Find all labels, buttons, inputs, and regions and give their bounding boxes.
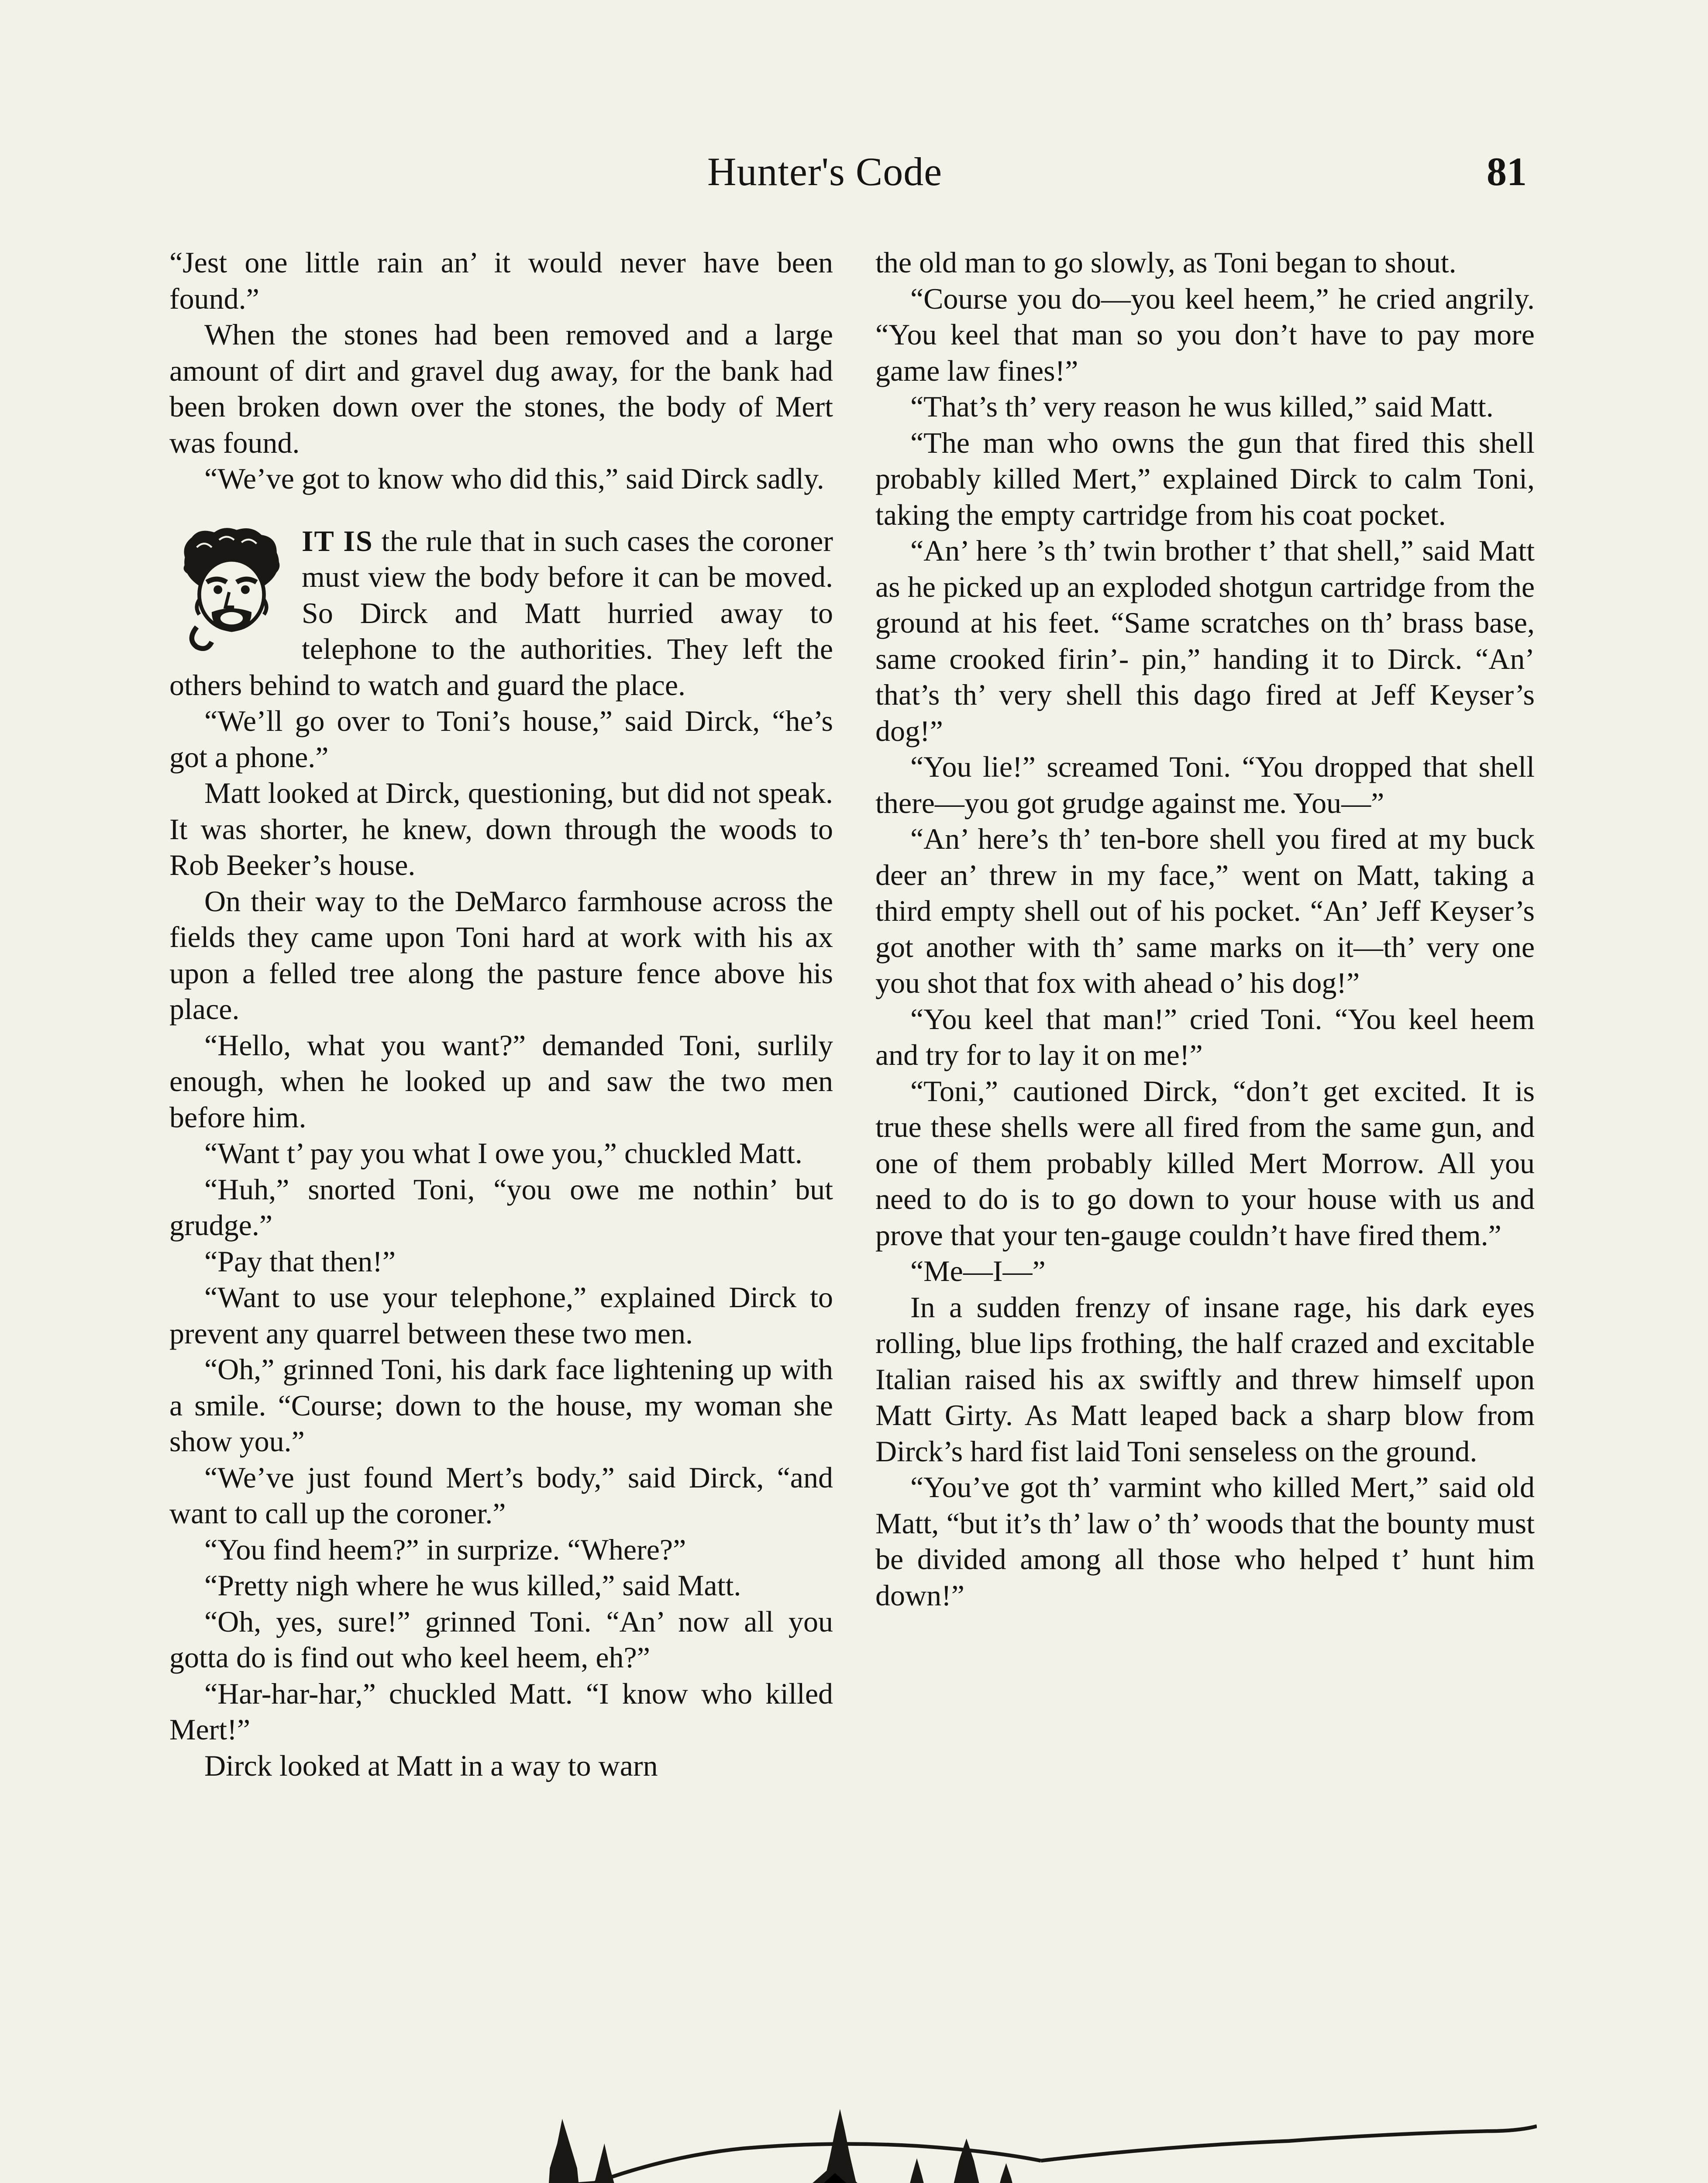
section-break xyxy=(169,497,833,523)
paragraph: “Huh,” snorted Toni, “you owe me nothin’ but grudge.” xyxy=(169,1172,833,1242)
paragraph: Dirck looked at Matt in a way to warn xyxy=(204,1749,658,1782)
lead-in-caps: IT IS xyxy=(302,524,373,558)
paragraph: “Oh,” grinned Toni, his dark face lightening up with a smile. “Course; down to the house, my woman she show you.” xyxy=(169,1353,833,1458)
running-header xyxy=(0,148,1708,210)
paragraph: “We’ll go over to Toni’s house,” said Dirck, “he’s got a phone.” xyxy=(169,704,833,774)
paragraph: In a sudden frenzy of insane rage, his dark eyes rolling, blue lips frothing, the half crazed and excitable Italian raised his ax swiftly and threw himself upon Matt Girty. As Matt leaped back a sharp blow from Dirck’s hard fist laid Toni senseless on the ground. xyxy=(875,1290,1535,1468)
paragraph: “Har-har-har,” chuckled Matt. “I know who killed Mert!” xyxy=(169,1677,833,1746)
paragraph: Matt looked at Dirck, questioning, but did not speak. It was shorter, he knew, down through the woods to Rob Beeker’s house. xyxy=(169,776,833,881)
left-column xyxy=(169,244,833,1784)
paragraph: “Want t’ pay you what I owe you,” chuckled Matt. xyxy=(204,1136,802,1170)
paragraph: When the stones had been removed and a large amount of dirt and gravel dug away, for the bank had been broken down over the stones, the body of Mert was found. xyxy=(169,318,833,459)
paragraph: “You’ve got th’ varmint who killed Mert,” said old Matt, “but it’s th’ law o’ th’ woods that the bounty must be divided among all those who helped t’ hunt him down!” xyxy=(875,1470,1535,1612)
paragraph: “Course you do—you keel heem,” he cried angrily. “You keel that man so you don’t have to pay more game law fines!” xyxy=(875,282,1535,387)
paragraph: “Oh, yes, sure!” grinned Toni. “An’ now all you gotta do is find out who keel heem, eh?” xyxy=(169,1605,833,1674)
page-number: 81 xyxy=(1487,149,1527,194)
paragraph: “An’ here ’s th’ twin brother t’ that shell,” said Matt as he picked up an exploded shotgun cartridge from the ground at his feet. “Same scratches on th’ brass base, same crooked firin’- pin,” handing it to Dirck. “An’ that’s th’ very shell this dago fired at Jeff Keyser’s dog!” xyxy=(875,534,1535,747)
paragraph: “The man who owns the gun that fired this shell probably killed Mert,” explained Dirck to calm Toni, taking the empty cartridge from his coat pocket. xyxy=(875,426,1535,531)
paragraph: On their way to the DeMarco farmhouse across the fields they came upon Toni hard at work with his ax upon a felled tree along the pasture fence above his place. xyxy=(169,884,833,1026)
paragraph: “Me—I—” xyxy=(910,1254,1046,1288)
paragraph: “You keel that man!” cried Toni. “You keel heem and try for to lay it on me!” xyxy=(875,1002,1535,1071)
paragraph: “You find heem?” in surprize. “Where?” xyxy=(204,1532,686,1566)
pine-forest-landscape-illustration xyxy=(297,2069,1537,2183)
paragraph: “We’ve got to know who did this,” said Dirck sadly. xyxy=(204,462,824,495)
paragraph: “That’s th’ very reason he wus killed,” said Matt. xyxy=(910,390,1494,423)
man-portrait-icon xyxy=(169,525,294,656)
paragraph: “An’ here’s th’ ten-bore shell you fired at my buck deer an’ threw in my face,” went on Matt, taking a third empty shell out of his pocket. “An’ Jeff Keyser’s got another with th’ same marks on it—th’ very one you shot that fox with ahead o’ his dog!” xyxy=(875,822,1535,999)
paragraph: “Pretty nigh where he wus killed,” said Matt. xyxy=(204,1569,741,1602)
paragraph: the old man to go slowly, as Toni began to shout. xyxy=(875,246,1457,279)
paragraph: “We’ve just found Mert’s body,” said Dirck, “and want to call up the coroner.” xyxy=(169,1460,833,1530)
running-title: Hunter's Code xyxy=(707,149,943,194)
paragraph-text: the rule that in such cases the coroner must view the body before it can be moved. So Dirck and Matt hurried away to telephone to the authorities. They left the others behind to watch and guard the place. xyxy=(169,524,833,702)
paragraph: “You lie!” screamed Toni. “You dropped that shell there—you got grudge against me. You—” xyxy=(875,750,1535,819)
paragraph: “Jest one little rain an’ it would never have been found.” xyxy=(169,246,833,315)
paragraph: “Hello, what you want?” demanded Toni, surlily enough, when he looked up and saw the two men before him. xyxy=(169,1028,833,1134)
paragraph: “Pay that then!” xyxy=(204,1244,396,1278)
paragraph: “Want to use your telephone,” explained Dirck to prevent any quarrel between these two men. xyxy=(169,1281,833,1350)
right-column xyxy=(875,244,1535,1613)
section-opening xyxy=(169,523,833,703)
paragraph: “Toni,” cautioned Dirck, “don’t get excited. It is true these shells were all fired from the same gun, and one of them probably killed Mert Morrow. All you need to do is to go down to your house with us and prove that your ten-gauge couldn’t have fired them.” xyxy=(875,1074,1535,1252)
